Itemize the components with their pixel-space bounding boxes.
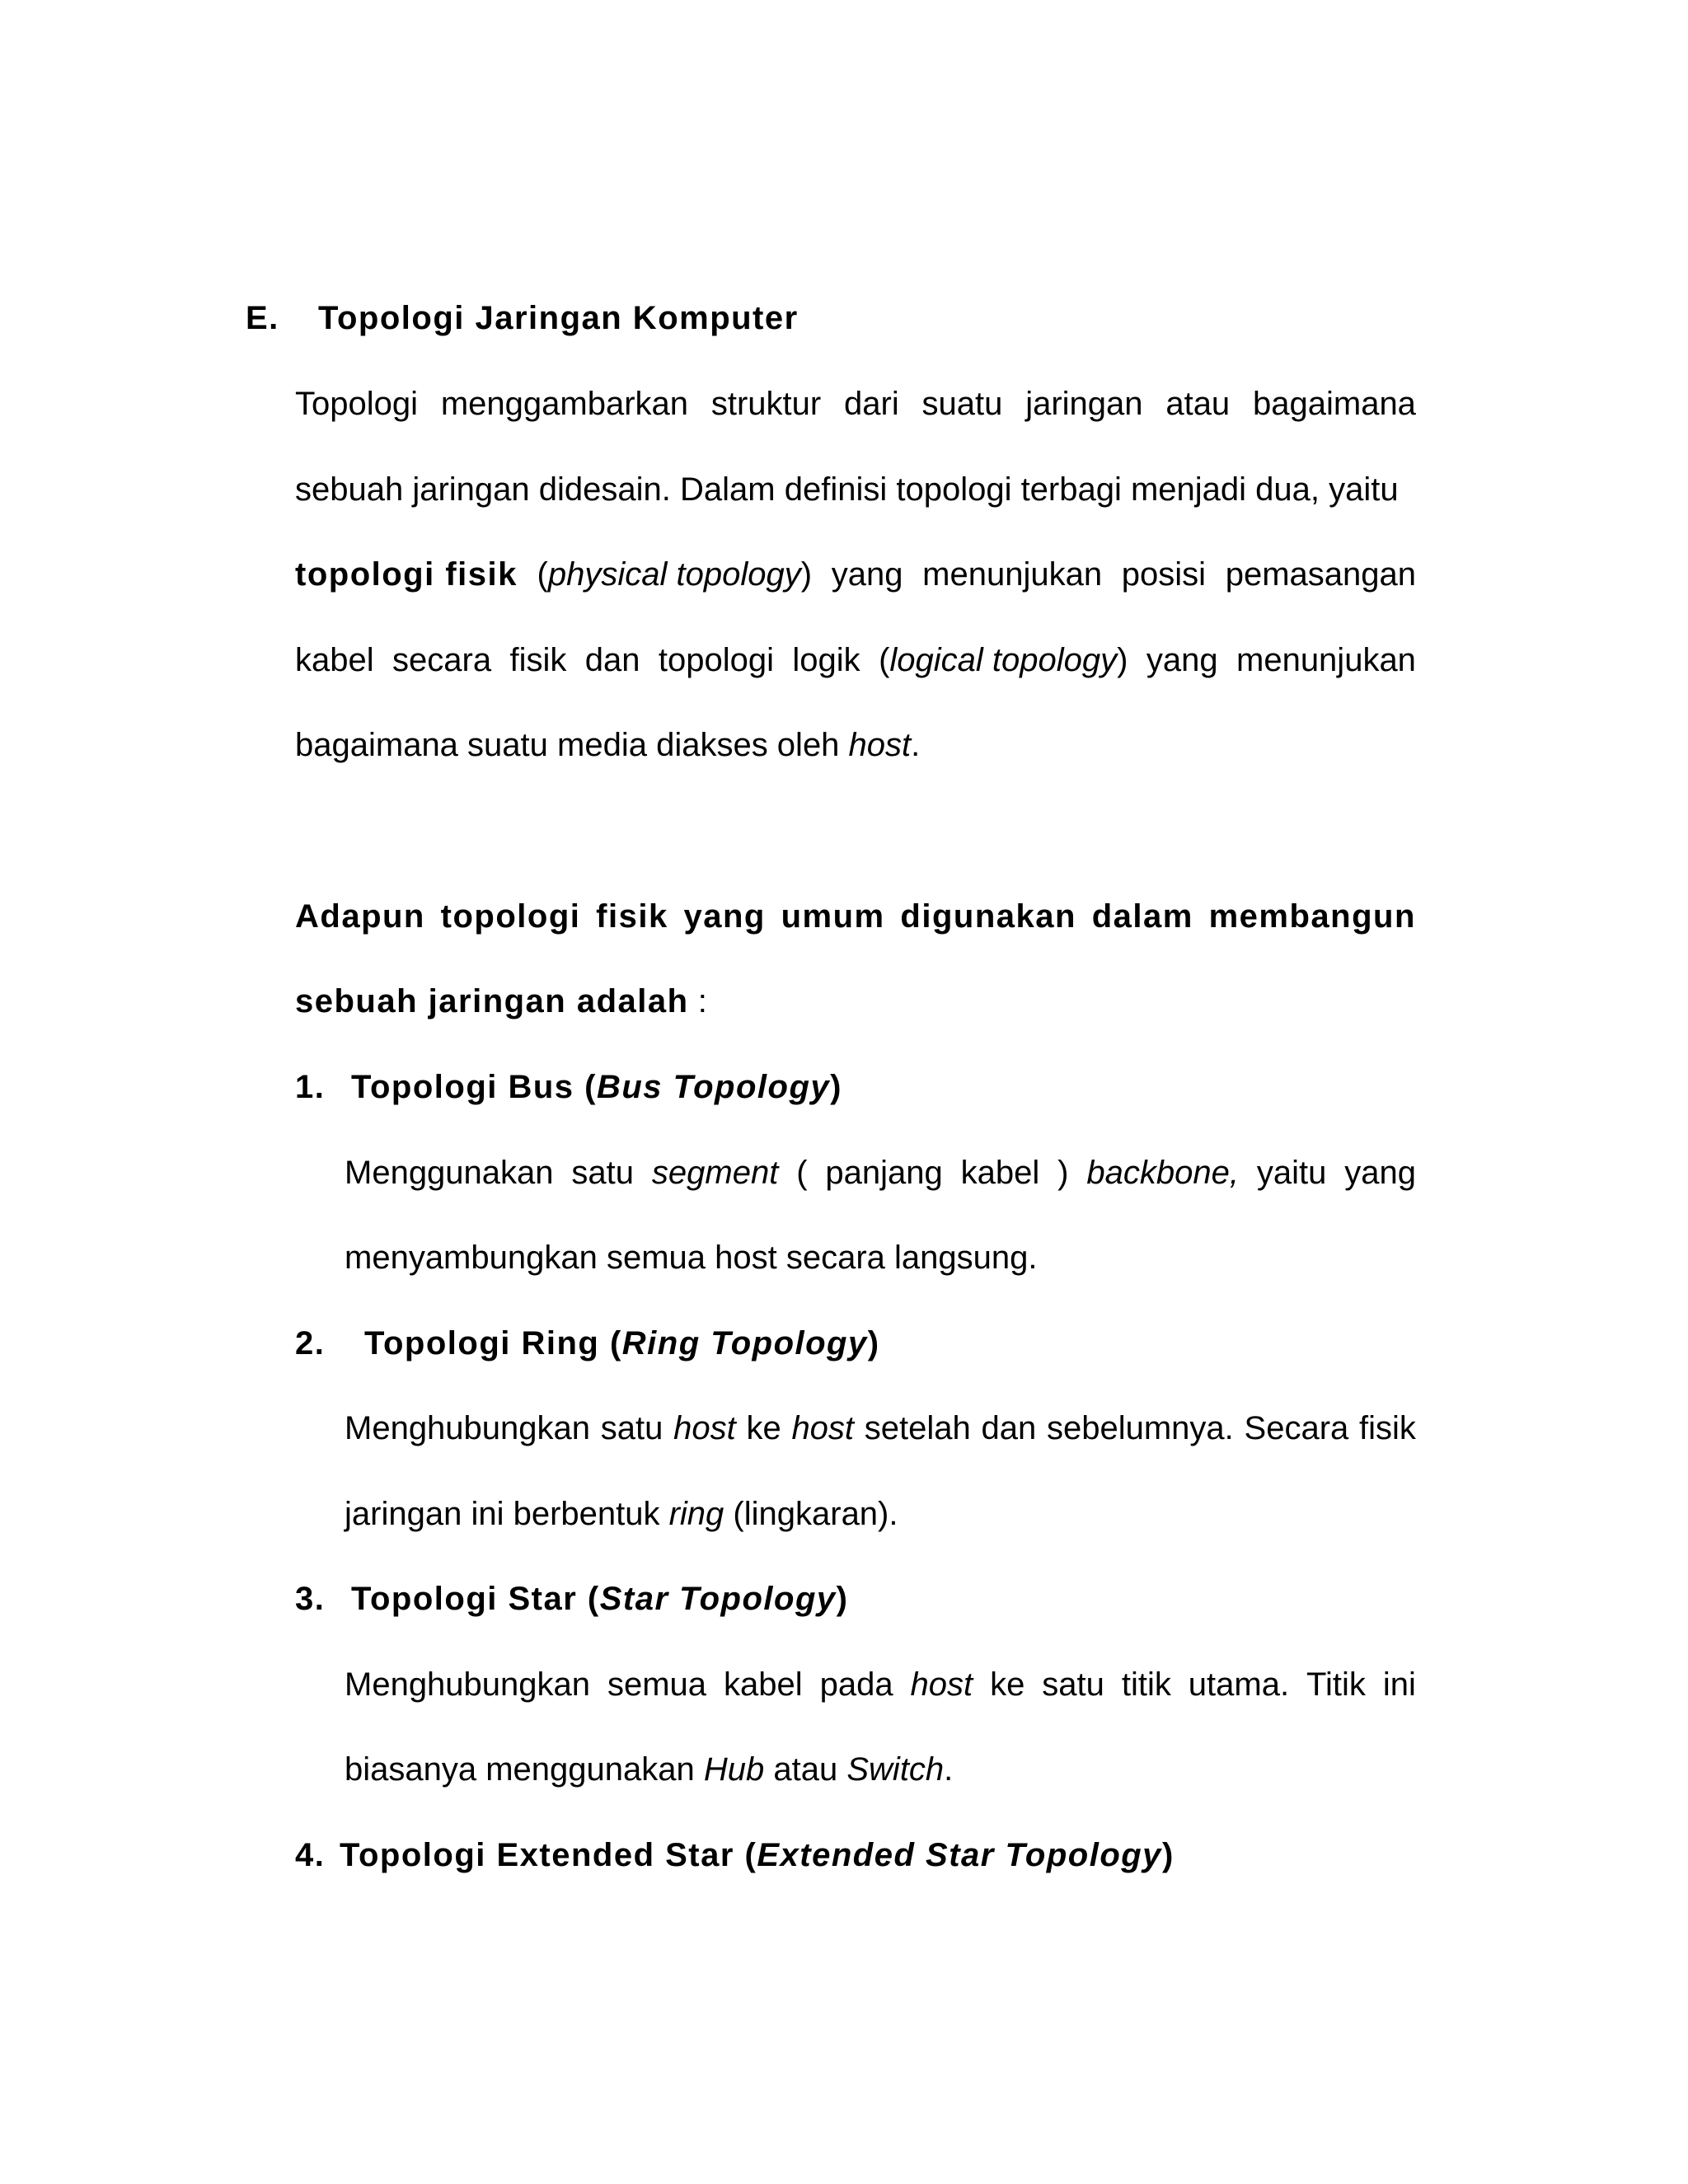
word: ke [746,1410,781,1446]
word: dan [584,642,640,678]
paren-group [537,554,813,595]
item-title-en: Bus Topology [596,1069,831,1105]
term-ring: ring [668,1496,724,1532]
word: Titik [1306,1666,1366,1703]
word: atau [1165,386,1231,422]
item-3-desc-line-1 [345,1664,1416,1705]
list-item-heading-1 [295,1066,842,1108]
word: umum [781,898,885,935]
text: (lingkaran). [724,1496,898,1532]
word: dalam [1091,898,1193,935]
word: ) [1057,1155,1069,1191]
term-host: host [848,727,912,763]
word: satu [571,1155,635,1191]
close-paren: ) [1117,642,1128,678]
item-title-en: Extended Star Topology [757,1837,1162,1873]
word: yang [1146,642,1218,678]
word: pemasangan [1225,556,1416,593]
word: logik [792,642,860,678]
word: sebelumnya. [1046,1410,1234,1446]
close-paren: ) [800,556,813,593]
term-physical-topology: topologi fisik [295,556,518,593]
item-title-en: Ring Topology [621,1325,868,1361]
word: ini [1382,1666,1416,1703]
item-title: Topologi Star ( [351,1581,600,1617]
word: digunakan [900,898,1076,935]
word: Adapun [295,898,425,935]
text: bagaimana suatu media diakses oleh [295,727,849,763]
close-paren: ) [867,1325,880,1361]
word: fisik [1359,1410,1416,1446]
term-host: host [791,1410,855,1446]
section-title: Topologi Jaringan Komputer [318,300,799,336]
word: kabel [724,1666,803,1703]
word: ke [990,1666,1025,1703]
text: . [911,727,921,763]
word: yaitu [1256,1155,1327,1191]
item-title: Topologi Extended Star ( [340,1837,757,1873]
item-title: Topologi Ring ( [364,1325,622,1361]
word: fisik [596,898,668,935]
word: struktur [710,386,822,422]
list-item-heading-2 [295,1323,880,1364]
text: atau [764,1751,847,1788]
word: satu [600,1410,663,1446]
word: utama. [1188,1666,1290,1703]
word: topologi [658,642,775,678]
word: menunjukan [1236,642,1416,678]
item-number: 2. [295,1325,326,1361]
item-1-desc-line-2: menyambungkan semua host secara langsung. [345,1240,1038,1276]
text: . [944,1751,954,1788]
term-host: host [910,1666,973,1703]
word: setelah [864,1410,971,1446]
word: menunjukan [922,556,1103,593]
lead-line-1 [295,896,1416,937]
colon: : [688,983,707,1019]
open-paren: ( [879,642,890,678]
word: topologi [440,898,581,935]
term-hub: Hub [703,1751,765,1788]
term-host: host [673,1410,736,1446]
word: semua [607,1666,707,1703]
word: membangun [1208,898,1416,935]
lead-text: sebuah jaringan adalah [295,983,689,1019]
word: dari [844,386,899,422]
word: jaringan [1025,386,1143,422]
intro-line-4 [295,640,1416,681]
item-number: 3. [295,1581,326,1617]
word: satu [1042,1666,1104,1703]
word: pada [819,1666,893,1703]
word: ( [796,1155,808,1191]
item-2-desc-line-2 [345,1493,898,1535]
intro-line-5 [295,724,920,766]
list-item-heading-3 [295,1578,848,1619]
intro-line-3 [295,554,1416,595]
word: Topologi [295,386,419,422]
word: yang [1344,1155,1416,1191]
word: posisi [1121,556,1207,593]
word: kabel [295,642,374,678]
item-1-desc-line-1 [345,1152,1416,1193]
word: Menggunakan [345,1155,554,1191]
open-paren: ( [537,556,548,593]
word: panjang [825,1155,943,1191]
intro-line-2: sebuah jaringan didesain. Dalam definisi topologi terbagi menjadi dua, yaitu [295,471,1399,508]
item-2-desc-line-1 [345,1408,1416,1449]
word: fisik [509,642,567,678]
word: kabel [960,1155,1040,1191]
term-logical-topology-en: logical topology [889,642,1118,678]
item-title-en: Star Topology [599,1581,837,1617]
word: titik [1121,1666,1171,1703]
term-switch: Switch [846,1751,945,1788]
word: yang [683,898,766,935]
item-3-desc-line-2 [345,1749,953,1790]
term-backbone: backbone, [1086,1155,1239,1191]
close-paren: ) [836,1581,849,1617]
word: Menghubungkan [345,1666,591,1703]
close-paren: ) [1161,1837,1175,1873]
term-physical-topology-en: physical topology [547,556,801,593]
lead-line-2 [295,981,707,1022]
intro-line-1 [295,383,1416,424]
word: suatu [921,386,1003,422]
word: dan [981,1410,1037,1446]
item-number: 4. [295,1837,326,1873]
text: jaringan ini berbentuk [345,1496,669,1532]
word: secara [392,642,492,678]
term-segment: segment [651,1155,779,1191]
list-item-heading-4 [295,1835,1175,1876]
word: menggambarkan [440,386,689,422]
word: Secara [1244,1410,1349,1446]
text: biasanya menggunakan [345,1751,704,1788]
section-letter: E. [246,300,279,336]
section-heading [246,298,799,339]
item-title: Topologi Bus ( [351,1069,597,1105]
item-number: 1. [295,1069,326,1105]
word: Menghubungkan [345,1410,591,1446]
word: bagaimana [1253,386,1416,422]
word: yang [831,556,903,593]
close-paren: ) [830,1069,842,1105]
paren-group [879,640,1128,681]
